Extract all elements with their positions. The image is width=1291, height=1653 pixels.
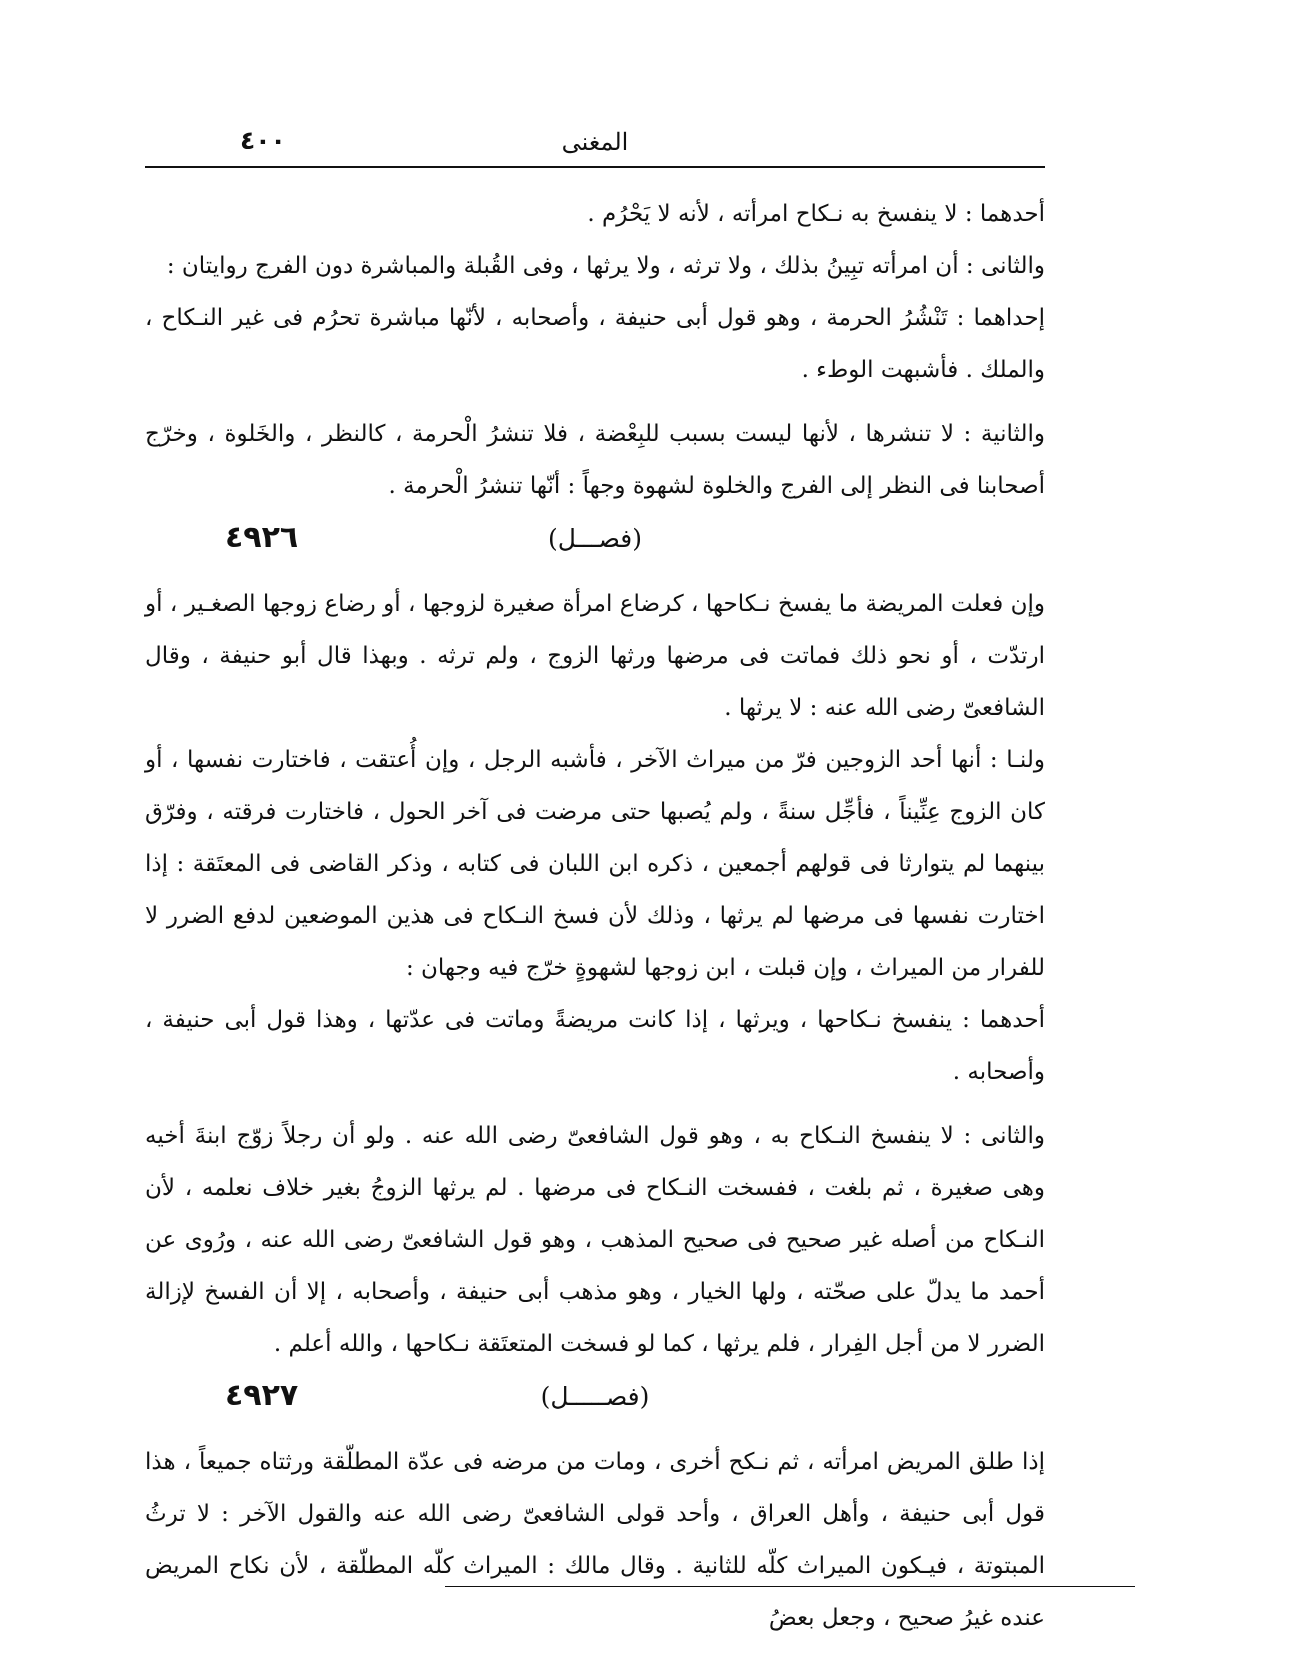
page-number: ٤٠٠ [240,126,286,155]
footer-rule [445,1586,1135,1587]
paragraph: أحدهما : لا ينفسخ به نـكاح امرأته ، لأنه لا يَحْرُم . [587,201,1045,227]
paragraph: والثانى : لا ينفسخ النـكاح به ، وهو قول الشافعىّ رضى الله عنه . ولو أن رجلاً زوّج ابنةَ أخيه وهى صغيرة ، ثم بلغت ، ففسخت النـكاح فى مرضها . لم يرثها الزوجُ بغير خلاف نعلمه ، لأن النـكاح من أصله غير صحيح فى صحيح المذهب ، وهو قول الشافعىّ رضى الله عنه ، ورُوى عن أحمد ما يدلّ على صحّته ، ولها الخيار ، وهو مذهب أبى حنيفة ، وأصحابه ، إلا أن الفسخ لإزالة الضرر لا من أجل الفِرار ، فلم يرثها ، كما لو فسخت المتعتَقة نـكاحها ، والله أعلم . [145,1123,1045,1357]
section-title: (فصـــل) [547,524,643,553]
paragraph: والثانى : أن امرأته تبِينُ بذلك ، ولا ترثه ، ولا يرثها ، وفى القُبلة والمباشرة دون الفرج روايتان : [166,253,1045,279]
section-number: ٤٩٢٦ [225,520,299,555]
paragraph: والثانية : لا تنشرها ، لأنها ليست بسبب للبِعْضة ، فلا تنشرُ الْحرمة ، كالنظر ، والخَلوة ، وخرّج أصحابنا فى النظر إلى الفرج والخلوة لشهوة وجهاً : أنّها تنشرُ الْحرمة . [145,421,1045,499]
section-number: ٤٩٢٧ [225,1378,299,1413]
paragraph: إحداهما : تَنْشُرُ الحرمة ، وهو قول أبى حنيفة ، وأصحابه ، لأنّها مباشرة تحرُم فى غير النـكاح ، والملك . فأشبهت الوطء . [145,305,1045,383]
section-heading [145,516,1045,570]
section-heading [145,1374,1045,1428]
header-rule [145,166,1045,168]
running-title: المغنى [561,128,629,156]
page-body [145,188,1045,1644]
section-title: (فصـــــل) [540,1382,650,1411]
paragraph: إذا طلق المريض امرأته ، ثم نـكح أخرى ، ومات من مرضه فى عدّة المطلّقة ورثتاه جميعاً ، هذا قول أبى حنيفة ، وأهل العراق ، وأحد قولى الشافعىّ رضى الله عنه والقول الآخر : لا ترثُ المبتوتة ، فيـكون الميراث كلّه للثانية . وقال مالك : الميراث كلّه المطلّقة ، لأن نكاح المريض عنده غيرُ صحيح ، وجعل بعضُ [145,1449,1045,1631]
paragraph: وإن فعلت المريضة ما يفسخ نـكاحها ، كرضاع امرأة صغيرة لزوجها ، أو رضاع زوجها الصغـير ، أو ارتدّت ، أو نحو ذلك فماتت فى مرضها ورثها الزوج ، ولم ترثه . وبهذا قال أبو حنيفة ، وقال الشافعىّ رضى الله عنه : لا يرثها . [145,591,1045,721]
paragraph: أحدهما : ينفسخ نـكاحها ، ويرثها ، إذا كانت مريضةً وماتت فى عدّتها ، وهذا قول أبى حنيفة ، وأصحابه . [145,1007,1045,1085]
paragraph: ولنـا : أنها أحد الزوجين فرّ من ميراث الآخر ، فأشبه الرجل ، وإن أُعتقت ، فاختارت نفسها ، أو كان الزوج عِنِّيناً ، فأجِّل سنةً ، ولم يُصبها حتى مرضت فى آخر الحول ، فاختارت فرقته ، وفرّق بينهما لم يتوارثا فى قولهم أجمعين ، ذكره ابن اللبان فى كتابه ، وذكر القاضى فى المعتَقة : إذا اختارت نفسها فى مرضها لم يرثها ، وذلك لأن فسخ النـكاح فى هذين الموضعين لدفع الضرر لا للفرار من الميراث ، وإن قبلت ، ابن زوجها لشهوةٍ خرّج فيه وجهان : [145,747,1045,981]
page-header [145,120,1045,166]
